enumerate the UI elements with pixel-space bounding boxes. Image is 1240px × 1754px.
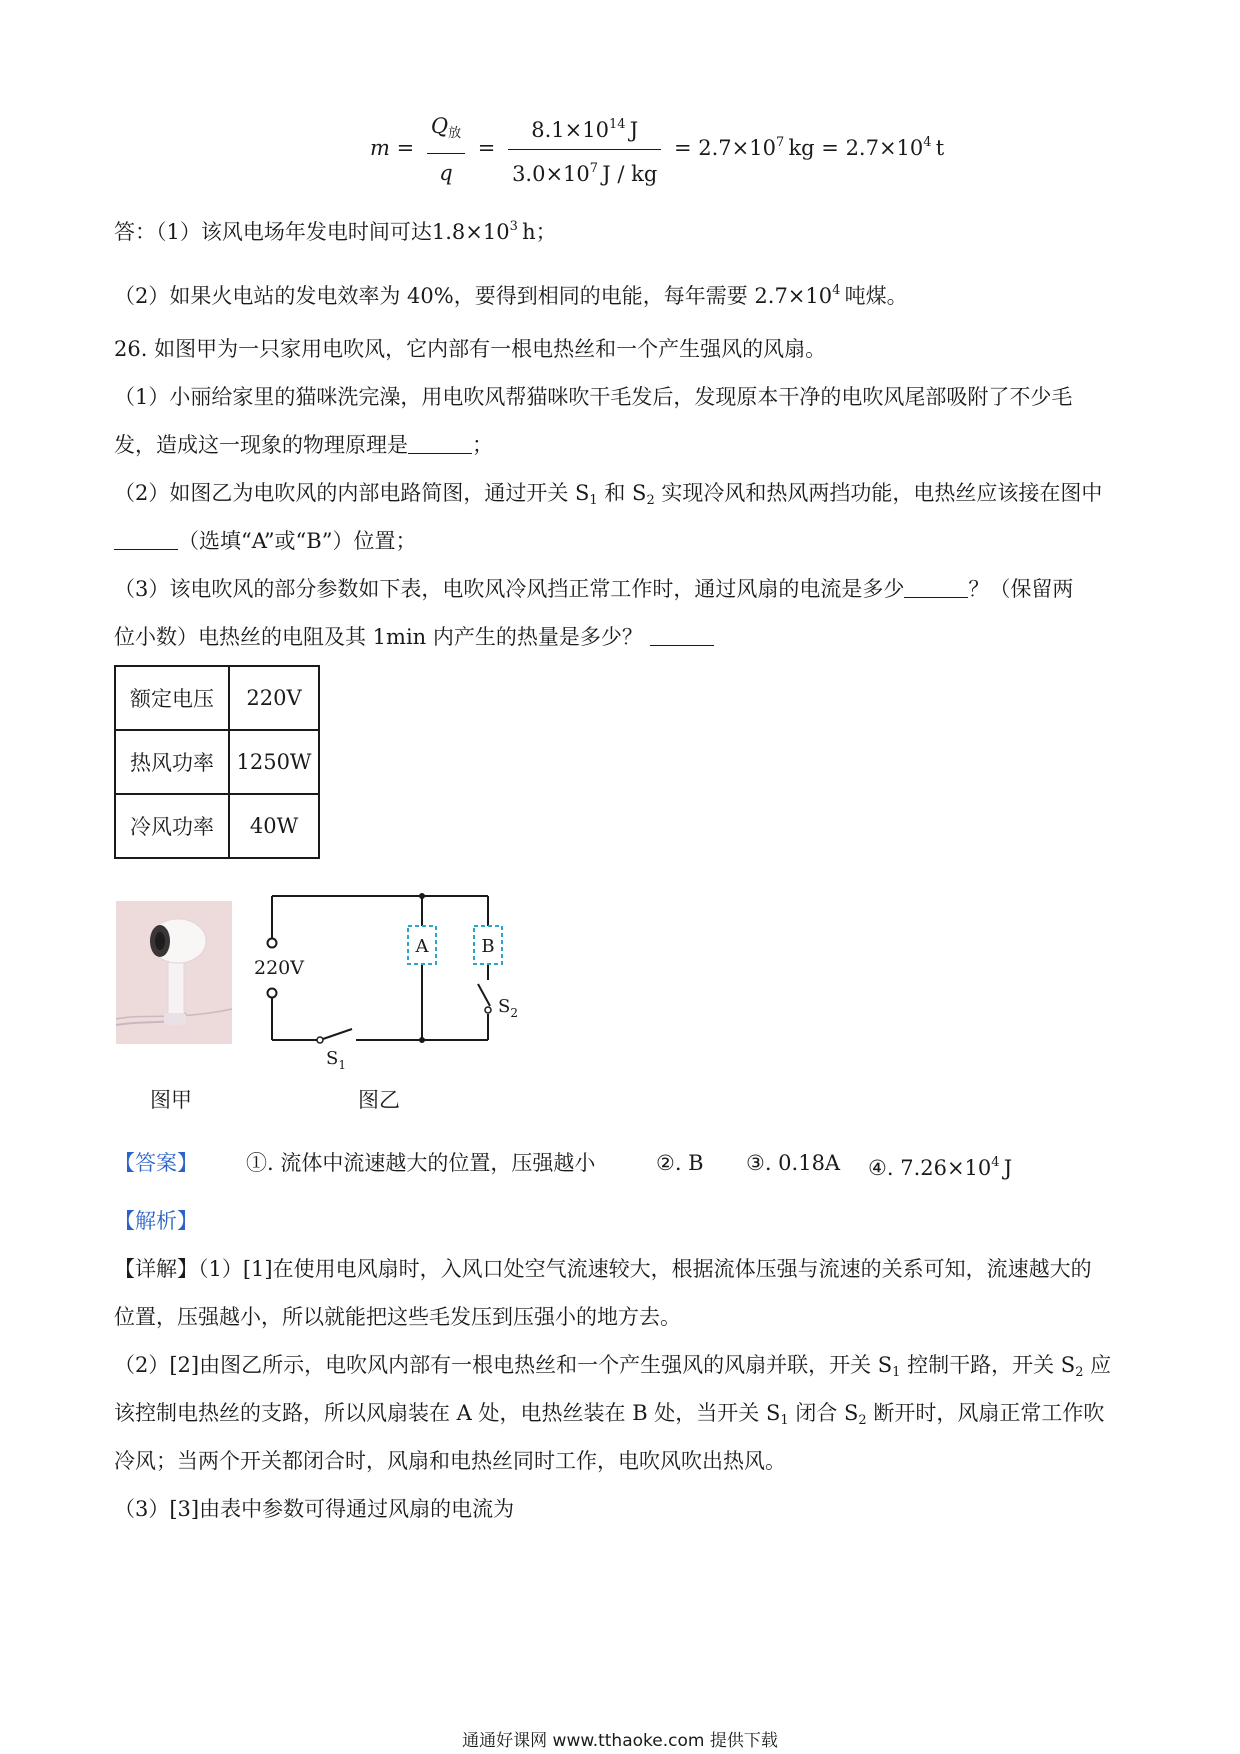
table-row [115, 794, 319, 858]
question-26-part1-line2: 发，造成这一现象的物理原理是 ； [114, 433, 493, 457]
formula-mass: m = $\frac{Q_放}{q}$ = $\frac{8.1\times 10^{14} J}{3.0\times 10^7 J / kg}$ = $2.7\times 10^7$ kg = $2.7\times 10^4$ t [370, 108, 944, 191]
formula-lhs: m [370, 136, 390, 160]
formula-fraction-q: $\frac{Q_放}{q}$ [427, 109, 465, 190]
answer-3: ③. 0.18A [746, 1151, 841, 1175]
junction-bottom [419, 1037, 425, 1043]
analysis-detail-1-line1: 【详解】（1）[1]在使用电风扇时，入风口处空气流速较大，根据流体压强与流速的关系可知，流速越大的 [114, 1257, 1092, 1281]
figure-caption-a: 图甲 [150, 1088, 192, 1112]
analysis-detail-2-line1: （2）[2]由图乙所示，电吹风内部有一根电热丝和一个产生强风的风扇并联，开关 $S_1$ 控制干路，开关 $S_2$ 应 [114, 1353, 1112, 1380]
table-row [115, 730, 319, 794]
table-value: 1250W [229, 730, 319, 794]
table-key: 冷风功率 [115, 794, 229, 858]
question-26-part2-line2: （选填“A”或“B”）位置； [114, 526, 416, 556]
analysis-detail-2-line2: 该控制电热丝的支路，所以风扇装在 A 处，电热丝装在 B 处，当开关 $S_1$ 闭合 $S_2$ 断开时，风扇正常工作吹 [114, 1401, 1105, 1428]
switch-s1-contact [317, 1037, 323, 1043]
terminal-bottom [268, 989, 277, 998]
figure-caption-b: 图乙 [358, 1088, 400, 1112]
switch-s1-label: $S_1$ [326, 1048, 346, 1072]
table-key: 额定电压 [115, 666, 229, 730]
junction-top [419, 893, 425, 899]
voltage-label: 220V [254, 957, 304, 979]
answer-blank-1[interactable] [408, 433, 472, 454]
table-value: 40W [229, 794, 319, 858]
terminal-top [268, 939, 277, 948]
box-b-label: B [481, 936, 495, 957]
circuit-diagram [250, 888, 518, 1072]
table-value: 220V [229, 666, 319, 730]
parameter-table [114, 665, 320, 859]
table-row [115, 666, 319, 730]
switch-s2-blade [478, 984, 490, 1006]
switch-s2-contact [485, 1007, 491, 1013]
answer-line-1: 答：（1）该风电场年发电时间可达$1.8\times 10^3$ h； [114, 219, 557, 244]
answer-label: 【答案】 [114, 1151, 198, 1175]
analysis-label: 【解析】 [114, 1209, 198, 1233]
analysis-detail-3: （3）[3]由表中参数可得通过风扇的电流为 [114, 1497, 515, 1521]
answer-1: ①. 流体中流速越大的位置，压强越小 [246, 1151, 596, 1175]
answer-4: ④. $7.26\times 10^4$ J [868, 1155, 1013, 1180]
answer-blank-4[interactable] [650, 625, 714, 646]
analysis-detail-1-line2: 位置，压强越小，所以就能把这些毛发压到压强小的地方去。 [114, 1305, 681, 1329]
question-26-intro: 26. 如图甲为一只家用电吹风，它内部有一根电热丝和一个产生强风的风扇。 [114, 337, 827, 361]
answer-blank-3[interactable] [904, 577, 968, 598]
answer-2: ②. B [656, 1151, 704, 1175]
question-26-part1-line1: （1）小丽给家里的猫咪洗完澡，用电吹风帮猫咪吹干毛发后，发现原本干净的电吹风尾部吸附了不少毛 [114, 385, 1073, 409]
box-a-label: A [415, 936, 429, 957]
question-26-part3-line1: （3）该电吹风的部分参数如下表，电吹风冷风挡正常工作时，通过风扇的电流是多少 ？（保留两 [114, 577, 1074, 601]
analysis-detail-2-line3: 冷风；当两个开关都闭合时，风扇和电热丝同时工作，电吹风吹出热风。 [114, 1449, 786, 1473]
hair-dryer-icon [116, 901, 232, 1044]
answer-line-2: （2）如果火电站的发电效率为 40%，要得到相同的电能，每年需要 $2.7\times 10^4$ 吨煤。 [114, 283, 908, 308]
footer-watermark: 通通好课网 www.tthaoke.com 提供下载 [462, 1731, 778, 1751]
answer-blank-2[interactable] [114, 529, 178, 550]
switch-s2-label: $S_2$ [498, 996, 518, 1020]
question-26-part3-line2: 位小数）电热丝的电阻及其 1min 内产生的热量是多少？ [114, 622, 714, 652]
formula-fraction-values: $\frac{8.1\times 10^{14} J}{3.0\times 10^7 J / kg}$ [508, 108, 661, 191]
hair-dryer-photo [116, 901, 232, 1044]
switch-s1-blade [320, 1029, 352, 1040]
question-26-part2-line1: （2）如图乙为电吹风的内部电路简图，通过开关 $S_1$ 和 $S_2$ 实现冷风和热风两挡功能，电热丝应该接在图中 [114, 481, 1103, 508]
table-key: 热风功率 [115, 730, 229, 794]
